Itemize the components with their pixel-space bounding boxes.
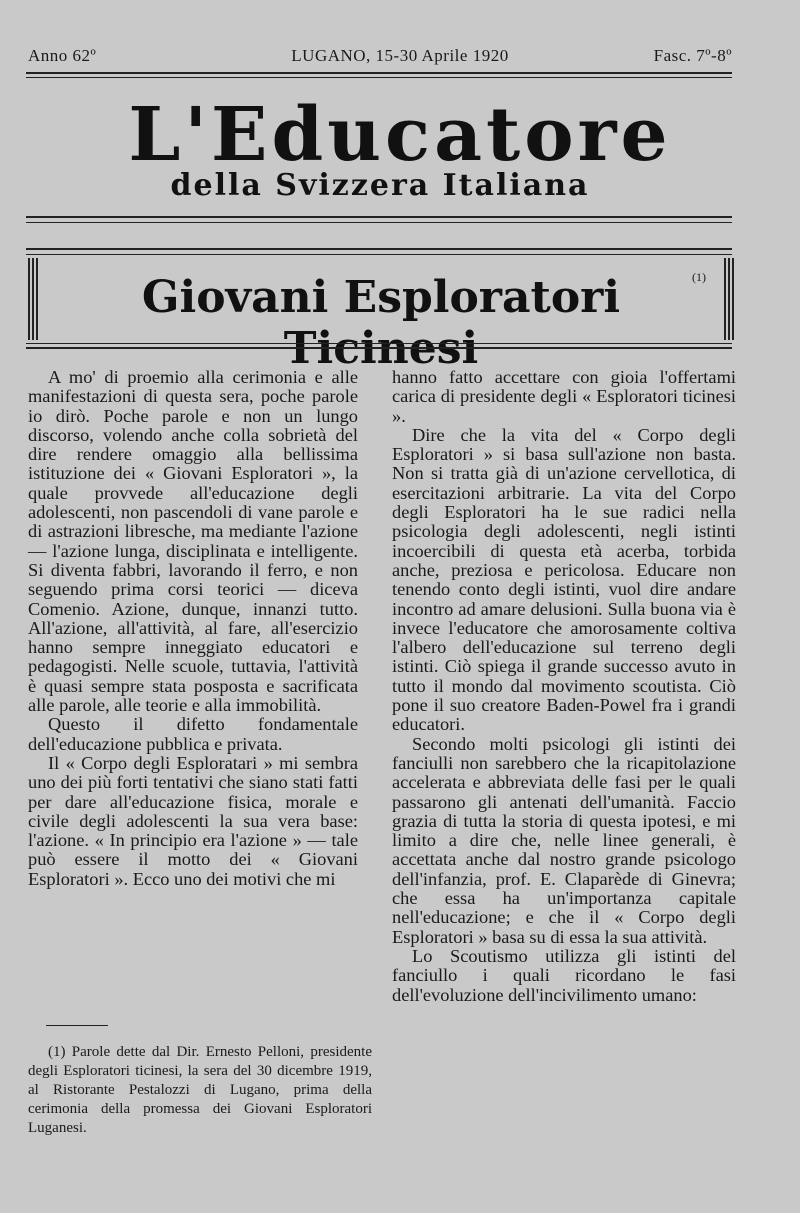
masthead-title: L'Educatore xyxy=(128,92,672,178)
article-heading: Giovani Esploratori xyxy=(141,272,621,323)
right-column xyxy=(392,368,736,1005)
paragraph: hanno fatto accettare con gioia l'offertami carica di presidente degli « Esploratori ticinesi ». xyxy=(392,367,736,426)
section-rule-top-thin xyxy=(26,254,732,255)
section-rule-top xyxy=(26,248,732,250)
footnote xyxy=(28,1043,372,1138)
paragraph: Questo il difetto fondamentale dell'educazione pubblica e privata. xyxy=(28,714,358,754)
section-rule-bottom-thick xyxy=(26,347,732,349)
issue-year: Anno 62º xyxy=(28,46,97,65)
article-heading-box xyxy=(28,258,734,340)
left-column xyxy=(28,368,358,889)
masthead-rule-thin xyxy=(26,222,732,223)
footnote-rule xyxy=(46,1025,108,1026)
footnote-mark: (1) xyxy=(692,270,706,284)
masthead-rule xyxy=(26,216,732,218)
decorative-bars-left xyxy=(28,258,38,340)
paragraph: Lo Scoutismo utilizza gli istinti del fanciullo i quali ricordano le fasi dell'evoluzione dell'incivilimento umano: xyxy=(392,945,736,1005)
section-rule-bottom xyxy=(26,343,732,344)
paragraph: Dire che la vita del « Corpo degli Esploratori » si basa sull'azione non basta. Non si tratta già di un'azione cervellotica, di esercitazioni arbitrarie. La vita del Corpo degli Esploratori ha le sue radici nella psicologia degli adolescenti, negli istinti incoercibili di questa età acerba, torbida anche, preziosa e pericolosa. Educare non tenendo conto degli istinti, vuol dire andare incontro ad amare delusioni. Sulla buona via è invece l'educatore che amorosamente coltiva l'albero dell'educazione sul terreno degli istinti. Ciò spiega il grande successo avuto in tutto il mondo dal movimento scoutista. Ciò pone il suo creatore Baden-Powel fra i grandi educatori. xyxy=(392,424,736,735)
paragraph: Il « Corpo degli Esploratari » mi sembra uno dei più forti tentativi che siano stati fatti per dare all'educazione fisica, morale e civile degli adolescenti la sua vera base: l'azione. « In principio era l'azione » — tale può essere il motto dei « Giovani Esploratori ». Ecco uno dei motivi che mi xyxy=(28,752,358,889)
header-rule-thin xyxy=(26,77,732,78)
place-date: LUGANO, 15-30 Aprile 1920 xyxy=(291,46,509,65)
masthead-subtitle: della Svizzera Italiana xyxy=(170,168,590,203)
footnote-text: (1) Parole dette dal Dir. Ernesto Pelloni, presidente degli Esploratori ticinesi, la sera del 30 dicembre 1919, al Ristorante Pestalozzi di Lugano, prima della cerimonia della promessa dei Giovani Esploratori Luganesi. xyxy=(28,1044,372,1136)
paragraph: Secondo molti psicologi gli istinti dei fanciulli non sarebbero che la ricapitolazione accelerata e abbreviata delle fasi per le quali passarono gli antenati dell'umanità. Faccio grazia di tutta la storia di questa ipotesi, e mi limito a dire che, nelle linee generali, è accettata anche dal nostro grande psicologo dell'infanzia, prof. E. Claparède di Ginevra; che essa ha un'importanza capitale nell'educazione; e che il « Corpo degli Esploratori » basa su di essa la sua attività. xyxy=(392,733,736,947)
fascicle-number: Fasc. 7º-8º xyxy=(653,46,732,65)
paragraph: A mo' di proemio alla cerimonia e alle manifestazioni di questa sera, poche parole io dirò. Poche parole e non un lungo discorso, volendo anche colla sobrietà del dire rendere omaggio alla bellissima istituzione dei « Giovani Esploratori », la quale provvede all'educazione degli adolescenti, non pascendoli di vane parole e di astrazioni libresche, ma mediante l'azione — l'azione lunga, disciplinata e intelligente. Si diventa fabbri, lavorando il ferro, e non seguendo prima corsi teorici — diceva Comenio. Azione, dunque, innanzi tutto. All'azione, all'attività, al fare, all'esercizio hanno sempre inneggiato educatori e pedagogisti. Nelle scuole, tuttavia, l'attività è quasi sempre stata posposta e sacrificata alle parole, alle teorie e alla immobilità. xyxy=(28,367,358,716)
header-rule xyxy=(26,72,732,74)
decorative-bars-right xyxy=(724,258,734,340)
